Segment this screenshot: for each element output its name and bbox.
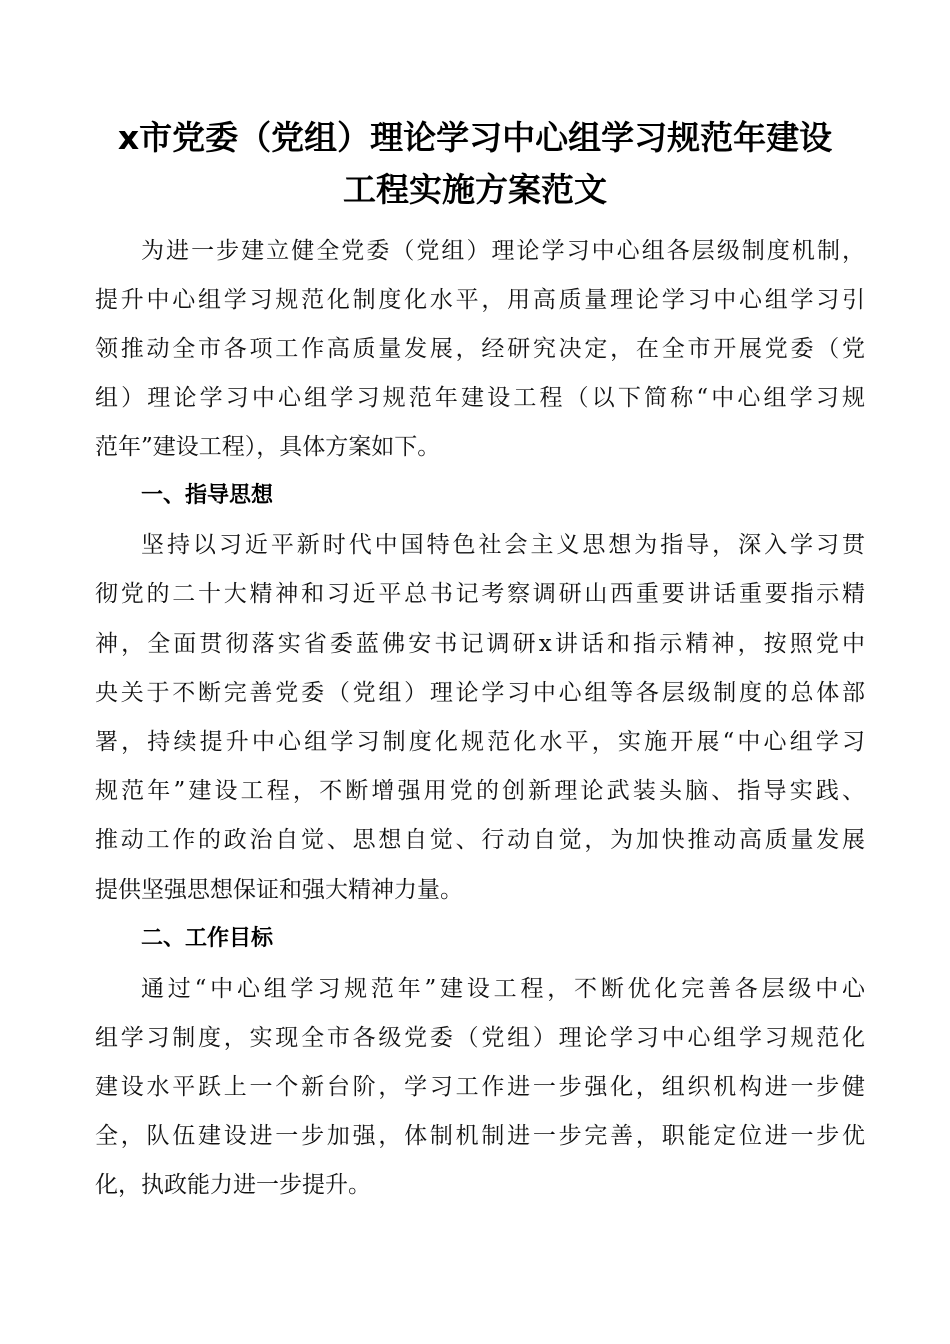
intro-line: 为进一步建立健全党委（党组）理论学习中心组各层级制度机制， [141,238,865,264]
section-1-line: 规范年”建设工程，不断增强用党的创新理论武装头脑、指导实践、 [95,778,865,804]
section-1-line: 神，全面贯彻落实省委蓝佛安书记调研x讲话和指示精神，按照党中 [95,631,865,657]
intro-line: 组）理论学习中心组学习规范年建设工程（以下简称“中心组学习规 [95,385,865,411]
section-2-line: 建设水平跃上一个新台阶，学习工作进一步强化，组织机构进一步健 [95,1074,865,1100]
section-1-line: 推动工作的政治自觉、思想自觉、行动自觉，为加快推动高质量发展 [95,827,865,853]
section-1-heading: 一、指导思想 [141,483,274,508]
section-2-line: 组学习制度，实现全市各级党委（党组）理论学习中心组学习规范化 [95,1025,865,1051]
section-1-line: 提供坚强思想保证和强大精神力量。 [95,877,463,903]
section-2-line: 全，队伍建设进一步加强，体制机制进一步完善，职能定位进一步优 [95,1123,865,1149]
section-1-line: 彻党的二十大精神和习近平总书记考察调研山西重要讲话重要指示精 [95,581,865,607]
section-1-line: 署，持续提升中心组学习制度化规范化水平，实施开展“中心组学习 [95,729,865,755]
section-2-line: 化，执政能力进一步提升。 [95,1172,371,1198]
section-2-heading: 二、工作目标 [141,926,274,951]
section-1-line: 央关于不断完善党委（党组）理论学习中心组等各层级制度的总体部 [95,680,865,706]
intro-line: 提升中心组学习规范化制度化水平，用高质量理论学习中心组学习引 [95,287,865,313]
document-title-line-2: 工程实施方案范文 [343,170,607,209]
document-title-line-1: x市党委（党组）理论学习中心组学习规范年建设 [117,118,833,157]
section-2-line: 通过“中心组学习规范年”建设工程，不断优化完善各层级中心 [141,976,865,1002]
intro-line: 领推动全市各项工作高质量发展，经研究决定，在全市开展党委（党 [95,336,865,362]
section-1-line: 坚持以习近平新时代中国特色社会主义思想为指导，深入学习贯 [141,532,865,558]
intro-line: 范年”建设工程），具体方案如下。 [95,434,441,460]
